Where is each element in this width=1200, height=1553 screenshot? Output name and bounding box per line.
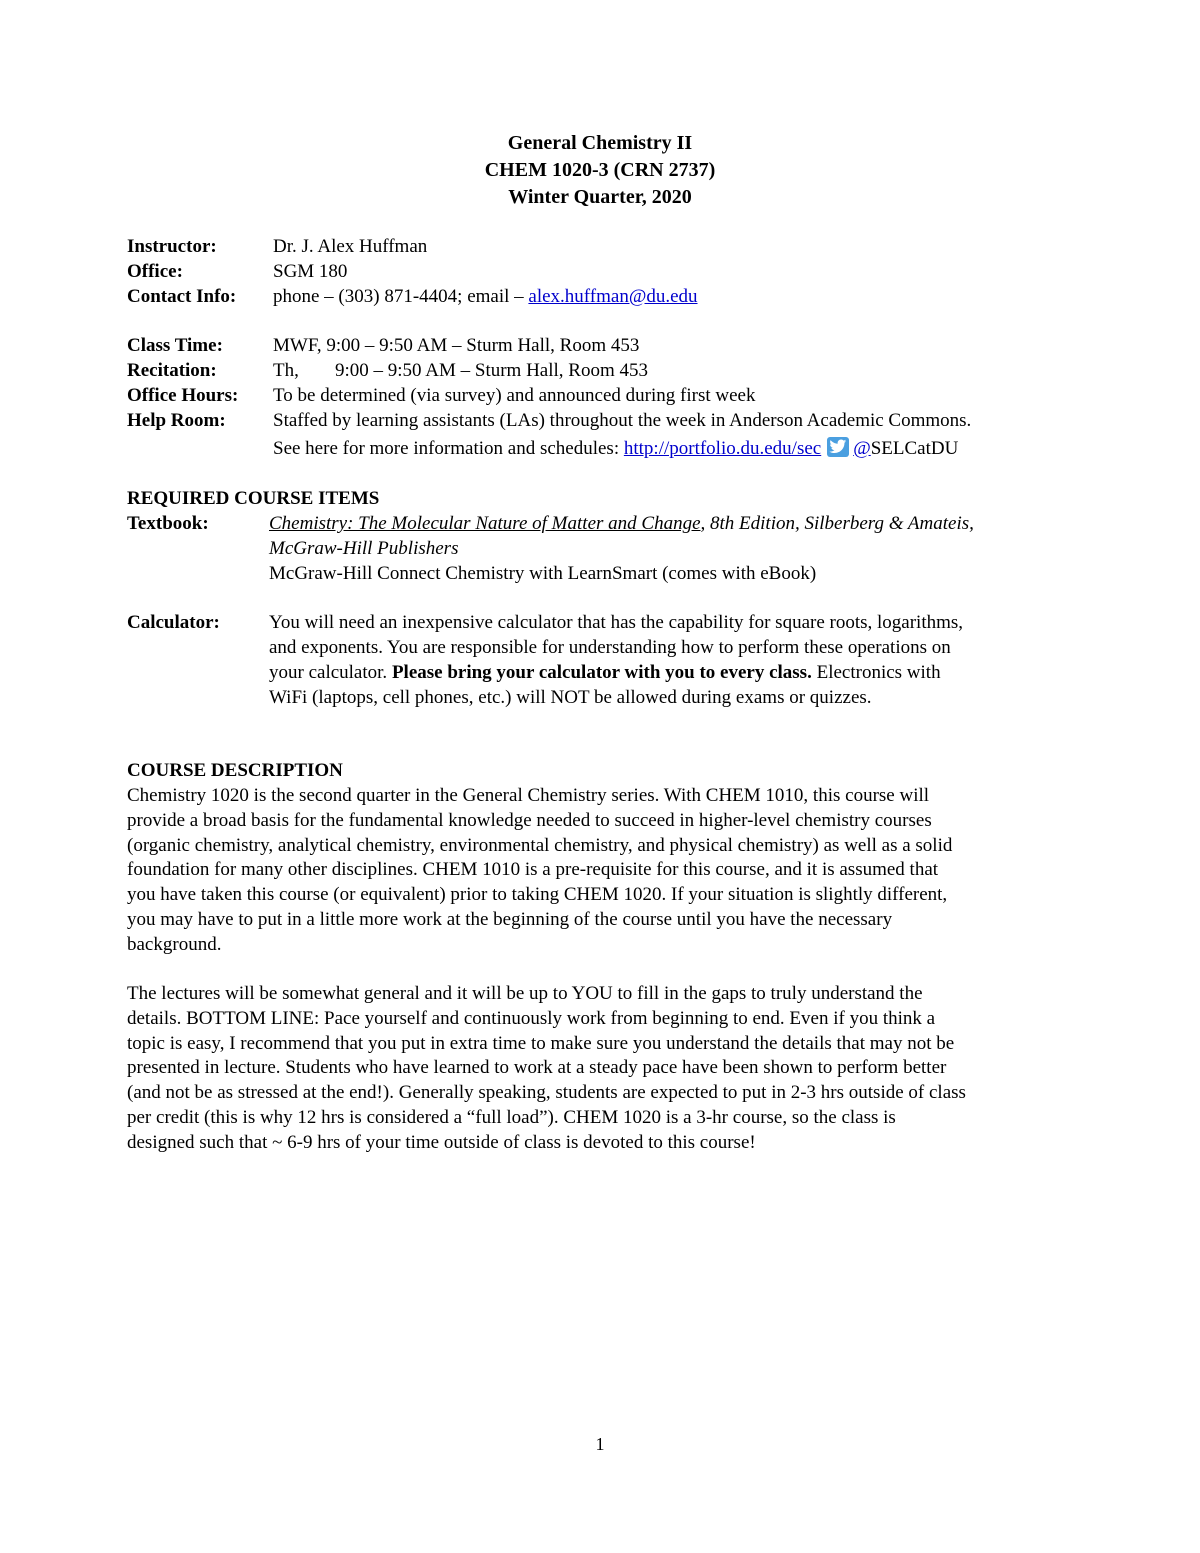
twitter-icon[interactable] — [827, 437, 849, 457]
paragraph-line: you have taken this course (or equivalent) prior to taking CHEM 1020. If your situation is slightly different, — [127, 884, 948, 906]
help-room-value: Staffed by learning assistants (LAs) throughout the week in Anderson Academic Commons. — [273, 410, 972, 431]
page-number: 1 — [595, 1434, 605, 1454]
course-term: Winter Quarter, 2020 — [508, 186, 692, 208]
twitter-handle-link[interactable]: @ — [853, 438, 871, 459]
instructor-label: Instructor: — [127, 236, 217, 257]
class-time-value: MWF, 9:00 – 9:50 AM – Sturm Hall, Room 453 — [273, 335, 640, 356]
email-link[interactable]: alex.huffman@du.edu — [528, 286, 698, 307]
description-paragraph-2 — [127, 981, 1087, 1155]
paragraph-line: (organic chemistry, analytical chemistry, environmental chemistry, and physical chemistry) as well as a solid — [127, 834, 953, 856]
calculator-line-4: WiFi (laptops, cell phones, etc.) will NOT be allowed during exams or quizzes. — [269, 687, 872, 708]
office-hours-label: Office Hours: — [127, 385, 239, 406]
contact-label: Contact Info: — [127, 286, 237, 307]
calculator-line-2: and exponents. You are responsible for understanding how to perform these operations on — [269, 637, 951, 658]
recitation-label: Recitation: — [127, 360, 217, 381]
paragraph-line: details. BOTTOM LINE: Pace yourself and continuously work from beginning to end. Even if you think a — [127, 1007, 936, 1029]
calculator-label: Calculator: — [127, 612, 220, 633]
paragraph-line: background. — [127, 933, 222, 955]
help-room-more — [273, 436, 958, 461]
calculator-line-1: You will need an inexpensive calculator that has the capability for square roots, logarithms, — [269, 612, 964, 633]
textbook-value — [269, 511, 974, 536]
textbook-title: Chemistry: The Molecular Nature of Matter and Change — [269, 513, 701, 534]
office-value: SGM 180 — [273, 261, 348, 282]
required-items-heading: REQUIRED COURSE ITEMS — [127, 488, 380, 509]
description-paragraph-1 — [127, 783, 1087, 957]
instructor-value: Dr. J. Alex Huffman — [273, 236, 428, 257]
textbook-publisher: McGraw-Hill Publishers — [269, 538, 459, 559]
paragraph-line: topic is easy, I recommend that you put in extra time to make sure you understand the details that may not be — [127, 1032, 955, 1054]
recitation-value: 9:00 – 9:50 AM – Sturm Hall, Room 453 — [335, 360, 648, 381]
portfolio-link[interactable]: http://portfolio.du.edu/sec — [623, 438, 822, 459]
paragraph-line: The lectures will be somewhat general and it will be up to YOU to fill in the gaps to truly understand the — [127, 983, 923, 1004]
paragraph-line: foundation for many other disciplines. CHEM 1010 is a pre-requisite for this course, and it is assumed that — [127, 859, 939, 881]
document-title-block — [0, 130, 1200, 211]
textbook-connect: McGraw-Hill Connect Chemistry with LearnSmart (comes with eBook) — [269, 563, 817, 584]
help-room-more-text: See here for more information and schedules: — [273, 438, 624, 459]
paragraph-line: Chemistry 1020 is the second quarter in the General Chemistry series. With CHEM 1010, this course will — [127, 785, 930, 806]
paragraph-line: provide a broad basis for the fundamental knowledge needed to succeed in higher-level chemistry courses — [127, 809, 932, 831]
calculator-line-3-bold: Please bring your calculator with you to every class. — [391, 662, 812, 683]
paragraph-line: (and not be as stressed at the end!). Generally speaking, students are expected to put in 2-3 hrs outside of class — [127, 1082, 966, 1104]
calculator-line-3-prefix: your calculator. — [269, 662, 392, 683]
course-description-heading: COURSE DESCRIPTION — [127, 760, 343, 781]
twitter-handle: SELCatDU — [870, 438, 959, 459]
textbook-edition: , 8th Edition, Silberberg & Amateis, — [700, 513, 974, 534]
textbook-label: Textbook: — [127, 513, 209, 534]
recitation-day: Th, — [273, 360, 299, 381]
calculator-line-3 — [269, 660, 941, 685]
paragraph-line: you may have to put in a little more work at the beginning of the course until you have the necessary — [127, 908, 893, 930]
class-time-label: Class Time: — [127, 335, 223, 356]
paragraph-line: per credit (this is why 12 hrs is considered a “full load”). CHEM 1020 is a 3-hr course, so the class is — [127, 1106, 896, 1128]
paragraph-line: presented in lecture. Students who have learned to work at a steady pace have been shown to perform better — [127, 1057, 947, 1079]
office-hours-value: To be determined (via survey) and announced during first week — [273, 385, 756, 406]
contact-phone: phone – (303) 871-4404; email – — [273, 286, 529, 307]
course-title: General Chemistry II — [507, 132, 693, 154]
office-label: Office: — [127, 261, 183, 282]
contact-value — [273, 284, 698, 309]
help-room-label: Help Room: — [127, 410, 226, 431]
calculator-line-3-suffix: Electronics with — [811, 662, 941, 683]
document-page — [127, 0, 1087, 1553]
course-code: CHEM 1020-3 (CRN 2737) — [484, 159, 716, 181]
paragraph-line: designed such that ~ 6-9 hrs of your time outside of class is devoted to this course! — [127, 1131, 756, 1153]
